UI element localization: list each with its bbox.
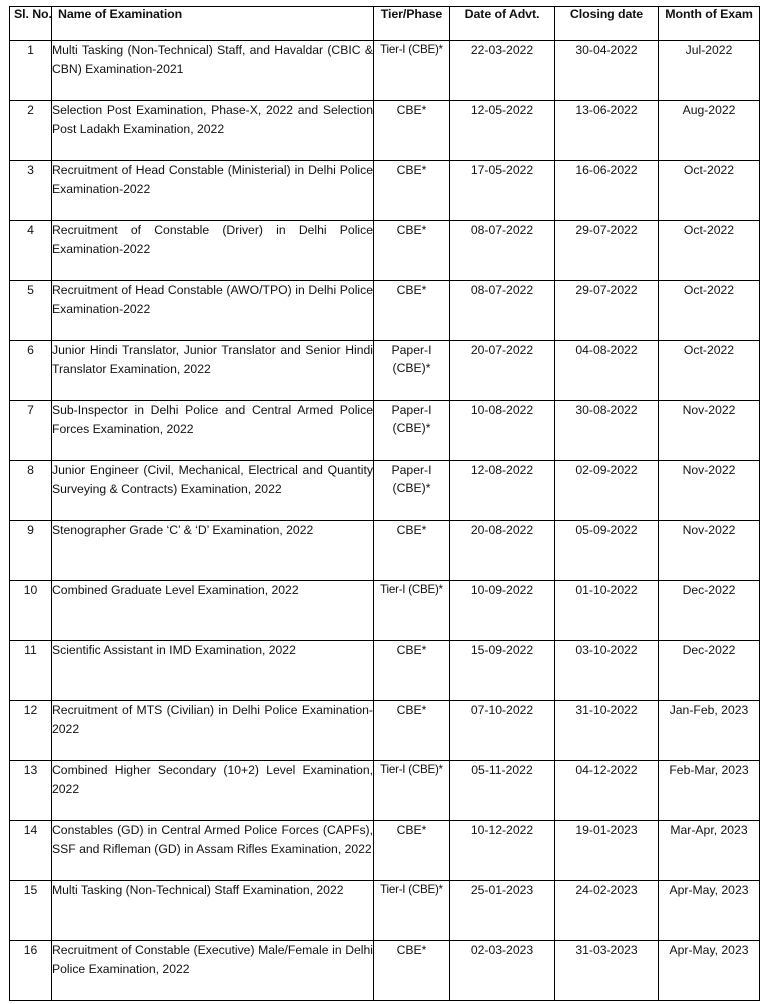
table-row — [10, 881, 760, 941]
cell-exam-name — [52, 341, 374, 401]
exam-name-text: Selection Post Examination, Phase-X, 2022 and Selection Post Ladakh Examination, 2022 — [52, 103, 373, 136]
table-header — [10, 7, 760, 41]
tier-phase-line-1: Tier-I (CBE)* — [380, 763, 443, 776]
cell-sl-no: 2 — [10, 101, 52, 161]
cell-closing-date: 16-06-2022 — [555, 161, 659, 221]
tier-phase-line-1: CBE* — [396, 163, 427, 177]
cell-date-of-advt: 07-10-2022 — [450, 701, 555, 761]
column-header-name: Name of Examination — [52, 7, 374, 41]
cell-month-of-exam: Oct-2022 — [659, 221, 760, 281]
cell-sl-no: 3 — [10, 161, 52, 221]
cell-date-of-advt: 10-08-2022 — [450, 401, 555, 461]
cell-month-of-exam: Nov-2022 — [659, 521, 760, 581]
cell-exam-name — [52, 221, 374, 281]
cell-exam-name — [52, 521, 374, 581]
cell-month-of-exam: Oct-2022 — [659, 281, 760, 341]
cell-exam-name — [52, 41, 374, 101]
cell-sl-no: 1 — [10, 41, 52, 101]
cell-sl-no: 14 — [10, 821, 52, 881]
column-header-tier: Tier/Phase — [374, 7, 450, 41]
cell-tier-phase — [374, 41, 450, 101]
exam-name-text: Combined Graduate Level Examination, 2022 — [52, 583, 299, 597]
cell-month-of-exam: Dec-2022 — [659, 641, 760, 701]
cell-date-of-advt: 05-11-2022 — [450, 761, 555, 821]
table-row — [10, 461, 760, 521]
cell-sl-no: 8 — [10, 461, 52, 521]
cell-month-of-exam: Apr-May, 2023 — [659, 941, 760, 1001]
cell-month-of-exam: Aug-2022 — [659, 101, 760, 161]
cell-closing-date: 29-07-2022 — [555, 221, 659, 281]
cell-tier-phase — [374, 941, 450, 1001]
cell-closing-date: 30-08-2022 — [555, 401, 659, 461]
tier-phase-line-1: Paper-I — [391, 343, 432, 357]
cell-exam-name — [52, 941, 374, 1001]
tier-phase-line-1: CBE* — [396, 223, 427, 237]
cell-date-of-advt: 15-09-2022 — [450, 641, 555, 701]
tier-phase-line-1: Tier-I (CBE)* — [380, 583, 443, 596]
tier-phase-line-1: CBE* — [396, 523, 427, 537]
exam-name-text: Stenographer Grade ‘C’ & ‘D’ Examination, 2022 — [52, 523, 314, 537]
table-body — [10, 41, 760, 1001]
cell-closing-date: 30-04-2022 — [555, 41, 659, 101]
tier-phase-line-1: Paper-I — [391, 463, 432, 477]
table-row — [10, 641, 760, 701]
column-header-closing: Closing date — [555, 7, 659, 41]
tier-phase-line-1: CBE* — [396, 703, 427, 717]
table-row — [10, 821, 760, 881]
cell-month-of-exam: Nov-2022 — [659, 401, 760, 461]
cell-tier-phase — [374, 821, 450, 881]
cell-tier-phase — [374, 881, 450, 941]
exam-name-text: Constables (GD) in Central Armed Police Forces (CAPFs), SSF and Rifleman (GD) in Assam Rifles Examination, 2022 — [52, 823, 373, 856]
cell-tier-phase — [374, 101, 450, 161]
cell-closing-date: 24-02-2023 — [555, 881, 659, 941]
cell-sl-no: 5 — [10, 281, 52, 341]
cell-date-of-advt: 12-05-2022 — [450, 101, 555, 161]
cell-closing-date: 13-06-2022 — [555, 101, 659, 161]
cell-sl-no: 15 — [10, 881, 52, 941]
tier-phase-line-1: CBE* — [396, 943, 427, 957]
cell-closing-date: 29-07-2022 — [555, 281, 659, 341]
cell-tier-phase — [374, 521, 450, 581]
cell-exam-name — [52, 761, 374, 821]
cell-exam-name — [52, 161, 374, 221]
tier-phase-line-1: Paper-I — [391, 403, 432, 417]
table-row — [10, 341, 760, 401]
table-row — [10, 161, 760, 221]
table-row — [10, 521, 760, 581]
cell-month-of-exam: Oct-2022 — [659, 161, 760, 221]
cell-exam-name — [52, 701, 374, 761]
cell-month-of-exam: Nov-2022 — [659, 461, 760, 521]
exam-name-text: Scientific Assistant in IMD Examination, 2022 — [52, 643, 296, 657]
column-header-sl-no: Sl. No. — [10, 7, 52, 41]
table-row — [10, 401, 760, 461]
cell-date-of-advt: 02-03-2023 — [450, 941, 555, 1001]
exam-name-text: Combined Higher Secondary (10+2) Level Examination, 2022 — [52, 763, 373, 796]
exam-name-text: Multi Tasking (Non-Technical) Staff Examination, 2022 — [52, 883, 344, 897]
cell-sl-no: 16 — [10, 941, 52, 1001]
cell-closing-date: 04-08-2022 — [555, 341, 659, 401]
cell-month-of-exam: Apr-May, 2023 — [659, 881, 760, 941]
cell-date-of-advt: 08-07-2022 — [450, 221, 555, 281]
tier-phase-line-2: (CBE)* — [392, 421, 431, 436]
tier-phase-line-1: CBE* — [396, 643, 427, 657]
cell-closing-date: 01-10-2022 — [555, 581, 659, 641]
tier-phase-line-2: (CBE)* — [392, 481, 431, 496]
cell-exam-name — [52, 101, 374, 161]
cell-date-of-advt: 08-07-2022 — [450, 281, 555, 341]
exam-name-text: Recruitment of Head Constable (Ministerial) in Delhi Police Examination-2022 — [52, 163, 373, 196]
cell-closing-date: 19-01-2023 — [555, 821, 659, 881]
exam-name-text: Sub-Inspector in Delhi Police and Central Armed Police Forces Examination, 2022 — [52, 403, 373, 436]
cell-date-of-advt: 22-03-2022 — [450, 41, 555, 101]
cell-exam-name — [52, 881, 374, 941]
cell-date-of-advt: 10-09-2022 — [450, 581, 555, 641]
examination-schedule-table — [9, 6, 760, 1001]
table-row — [10, 221, 760, 281]
cell-date-of-advt: 20-08-2022 — [450, 521, 555, 581]
cell-tier-phase — [374, 221, 450, 281]
exam-name-text: Junior Hindi Translator, Junior Translator and Senior Hindi Translator Examination, 2022 — [52, 343, 373, 376]
cell-exam-name — [52, 461, 374, 521]
cell-exam-name — [52, 401, 374, 461]
column-header-advt: Date of Advt. — [450, 7, 555, 41]
cell-tier-phase — [374, 161, 450, 221]
table-row — [10, 761, 760, 821]
cell-tier-phase — [374, 401, 450, 461]
column-header-month: Month of Exam — [659, 7, 760, 41]
cell-sl-no: 4 — [10, 221, 52, 281]
cell-closing-date: 03-10-2022 — [555, 641, 659, 701]
exam-name-text: Multi Tasking (Non-Technical) Staff, and Havaldar (CBIC & CBN) Examination-2021 — [52, 43, 373, 76]
cell-closing-date: 31-10-2022 — [555, 701, 659, 761]
cell-tier-phase — [374, 461, 450, 521]
cell-sl-no: 10 — [10, 581, 52, 641]
tier-phase-line-1: CBE* — [396, 283, 427, 297]
cell-month-of-exam: Mar-Apr, 2023 — [659, 821, 760, 881]
table-row — [10, 101, 760, 161]
cell-tier-phase — [374, 341, 450, 401]
cell-closing-date: 05-09-2022 — [555, 521, 659, 581]
cell-sl-no: 13 — [10, 761, 52, 821]
exam-name-text: Recruitment of Constable (Driver) in Delhi Police Examination-2022 — [52, 223, 373, 256]
cell-exam-name — [52, 581, 374, 641]
cell-tier-phase — [374, 761, 450, 821]
table-row — [10, 281, 760, 341]
cell-month-of-exam: Oct-2022 — [659, 341, 760, 401]
cell-date-of-advt: 25-01-2023 — [450, 881, 555, 941]
cell-closing-date: 02-09-2022 — [555, 461, 659, 521]
cell-date-of-advt: 12-08-2022 — [450, 461, 555, 521]
cell-exam-name — [52, 281, 374, 341]
table-row — [10, 41, 760, 101]
cell-month-of-exam: Jul-2022 — [659, 41, 760, 101]
cell-month-of-exam: Jan-Feb, 2023 — [659, 701, 760, 761]
exam-name-text: Recruitment of MTS (Civilian) in Delhi Police Examination- 2022 — [52, 703, 373, 736]
exam-name-text: Recruitment of Head Constable (AWO/TPO) in Delhi Police Examination-2022 — [52, 283, 373, 316]
cell-tier-phase — [374, 641, 450, 701]
cell-tier-phase — [374, 581, 450, 641]
cell-month-of-exam: Feb-Mar, 2023 — [659, 761, 760, 821]
cell-closing-date: 31-03-2023 — [555, 941, 659, 1001]
cell-date-of-advt: 10-12-2022 — [450, 821, 555, 881]
cell-month-of-exam: Dec-2022 — [659, 581, 760, 641]
cell-sl-no: 12 — [10, 701, 52, 761]
cell-tier-phase — [374, 701, 450, 761]
cell-closing-date: 04-12-2022 — [555, 761, 659, 821]
cell-exam-name — [52, 641, 374, 701]
tier-phase-line-2: (CBE)* — [392, 361, 431, 376]
cell-sl-no: 7 — [10, 401, 52, 461]
cell-tier-phase — [374, 281, 450, 341]
cell-exam-name — [52, 821, 374, 881]
cell-sl-no: 11 — [10, 641, 52, 701]
tier-phase-line-1: Tier-I (CBE)* — [380, 883, 443, 896]
tier-phase-line-1: CBE* — [396, 823, 427, 837]
cell-date-of-advt: 20-07-2022 — [450, 341, 555, 401]
tier-phase-line-1: CBE* — [396, 103, 427, 117]
exam-name-text: Recruitment of Constable (Executive) Male/Female in Delhi Police Examination, 2022 — [52, 943, 373, 976]
cell-date-of-advt: 17-05-2022 — [450, 161, 555, 221]
exam-name-text: Junior Engineer (Civil, Mechanical, Electrical and Quantity Surveying & Contracts) Examination, 2022 — [52, 463, 373, 496]
table-row — [10, 941, 760, 1001]
table-row — [10, 581, 760, 641]
table-row — [10, 701, 760, 761]
cell-sl-no: 6 — [10, 341, 52, 401]
table-header-row — [10, 7, 760, 41]
cell-sl-no: 9 — [10, 521, 52, 581]
tier-phase-line-1: Tier-I (CBE)* — [380, 43, 443, 56]
